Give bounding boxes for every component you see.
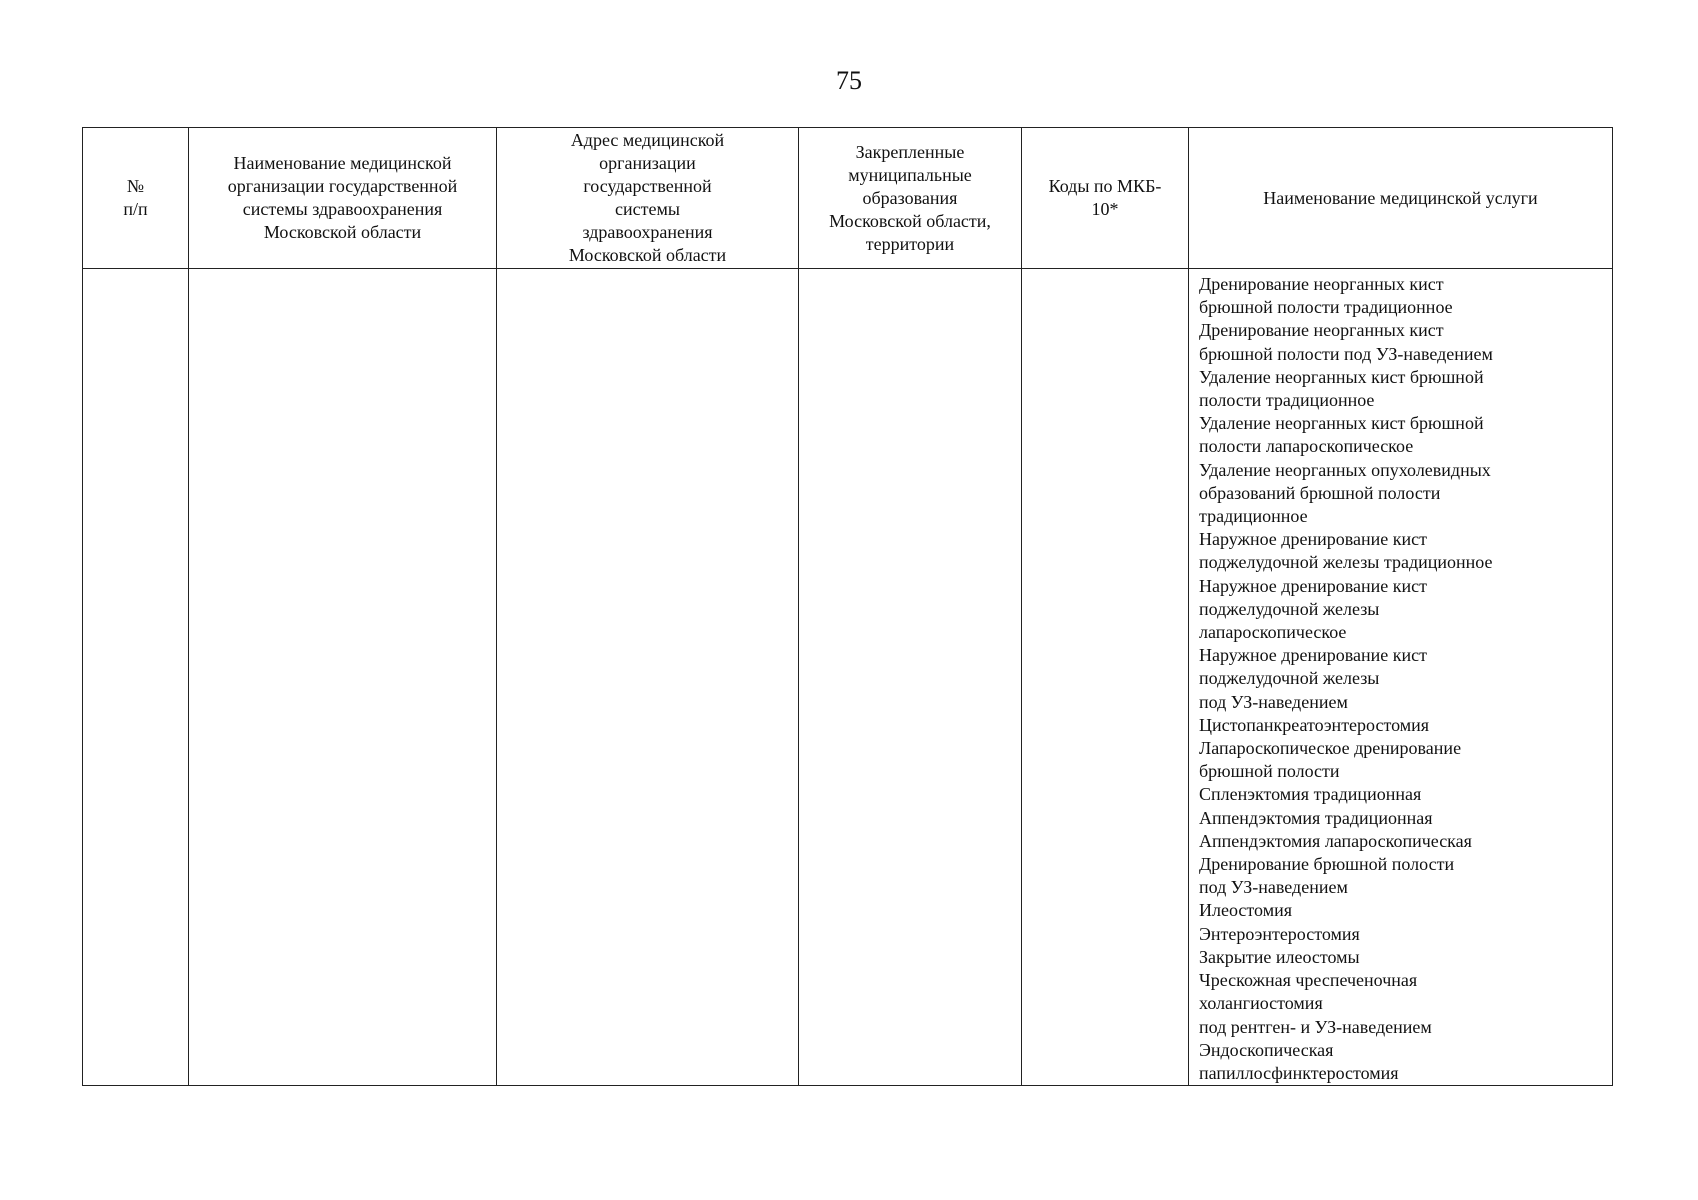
header-organization-address — [497, 128, 799, 269]
table-row — [83, 269, 1613, 1086]
service-item: Чрескожная чреспеченочная — [1199, 970, 1418, 991]
service-item: Удаление неорганных кист брюшной — [1199, 366, 1484, 387]
service-item: Наружное дренирование кист — [1199, 575, 1427, 596]
service-item: Дренирование брюшной полости — [1199, 854, 1455, 875]
service-item: Удаление неорганных кист брюшной — [1199, 413, 1484, 434]
header-line: Закрепленные — [855, 141, 965, 162]
service-list — [1189, 269, 1612, 1085]
header-line: Наименование медицинской услуги — [1263, 187, 1538, 208]
header-number — [83, 128, 189, 269]
service-item: холангиостомия — [1199, 993, 1323, 1014]
header-line: Коды по МКБ- — [1048, 176, 1162, 196]
service-item: брюшной полости под УЗ-наведением — [1199, 343, 1493, 364]
cell-organization-address — [497, 269, 799, 1086]
header-line: организации государственной — [227, 176, 458, 196]
header-line: Адрес медицинской — [570, 130, 725, 150]
service-item: брюшной полости — [1199, 761, 1340, 782]
service-item: под рентген- и УЗ-наведением — [1199, 1016, 1432, 1037]
service-item: поджелудочной железы — [1199, 668, 1380, 689]
service-item: Эндоскопическая — [1199, 1039, 1334, 1060]
service-item: поджелудочной железы традиционное — [1199, 552, 1493, 573]
header-organization-name — [189, 128, 497, 269]
service-item: традиционное — [1199, 506, 1308, 527]
cell-organization-name — [189, 269, 497, 1086]
service-item: образований брюшной полости — [1199, 482, 1441, 503]
header-line: Московской области — [568, 245, 727, 265]
service-item: полости традиционное — [1199, 390, 1375, 411]
service-item: Закрытие илеостомы — [1199, 946, 1360, 967]
header-line: здравоохранения — [582, 222, 713, 242]
service-item: Дренирование неорганных кист — [1199, 320, 1444, 341]
service-item: Цистопанкреатоэнтеростомия — [1199, 714, 1430, 735]
header-line: территории — [865, 233, 955, 254]
header-icd-codes — [1022, 128, 1189, 269]
header-municipalities — [799, 128, 1022, 269]
service-item: под УЗ-наведением — [1199, 691, 1348, 712]
service-item: лапароскопическое — [1199, 622, 1347, 643]
header-line: Московской области — [263, 222, 422, 242]
service-item: Спленэктомия традиционная — [1199, 784, 1422, 805]
service-item: брюшной полости традиционное — [1199, 297, 1453, 318]
table-header-row — [83, 128, 1613, 269]
service-item: под УЗ-наведением — [1199, 877, 1348, 898]
cell-number — [83, 269, 189, 1086]
header-line: п/п — [123, 199, 148, 219]
service-item: Наружное дренирование кист — [1199, 645, 1427, 666]
cell-services — [1189, 269, 1613, 1086]
service-item: поджелудочной железы — [1199, 598, 1380, 619]
services-table — [82, 127, 1613, 1086]
header-line: образования — [862, 187, 958, 208]
service-item: Дренирование неорганных кист — [1199, 274, 1444, 294]
header-line: системы — [615, 199, 680, 219]
header-line: государственной — [583, 176, 712, 196]
service-item: папиллосфинктеростомия — [1199, 1062, 1399, 1083]
header-line: Московской области, — [829, 210, 991, 231]
page-number: 75 — [836, 66, 862, 95]
service-item: Илеостомия — [1199, 900, 1292, 921]
header-line: Наименование медицинской — [233, 153, 452, 173]
cell-icd-codes — [1022, 269, 1189, 1086]
header-line: организации — [599, 153, 696, 173]
header-service-name — [1189, 128, 1613, 269]
header-line: № — [126, 176, 145, 196]
service-item: Энтероэнтеростомия — [1199, 923, 1360, 944]
service-item: Аппендэктомия лапароскопическая — [1199, 830, 1472, 851]
cell-municipalities — [799, 269, 1022, 1086]
header-line: системы здравоохранения — [242, 199, 443, 219]
service-item: Удаление неорганных опухолевидных — [1199, 459, 1491, 480]
service-item: Лапароскопическое дренирование — [1199, 738, 1462, 759]
service-item: Наружное дренирование кист — [1199, 529, 1427, 550]
service-item: Аппендэктомия традиционная — [1199, 807, 1433, 828]
service-item: полости лапароскопическое — [1199, 436, 1414, 457]
header-line: 10* — [1091, 199, 1119, 219]
header-line: муниципальные — [848, 164, 972, 185]
